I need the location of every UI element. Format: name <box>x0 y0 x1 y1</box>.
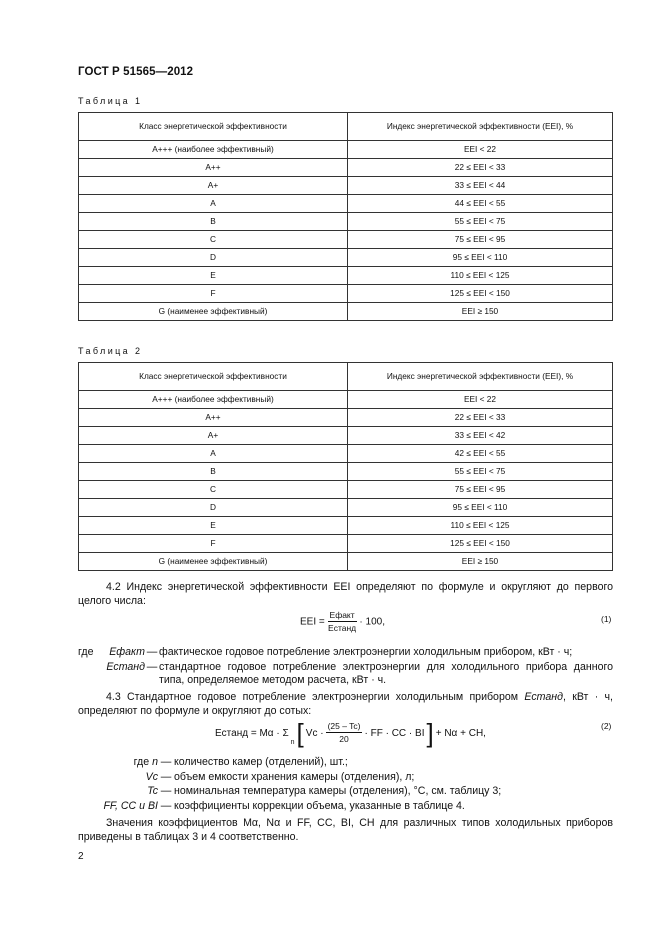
table-1-caption: Таблица 1 <box>78 96 143 106</box>
table-row <box>79 481 613 499</box>
formula-2-number: (2) <box>601 721 612 731</box>
definition-term: Tc <box>147 785 158 797</box>
definition-dash: — <box>160 756 172 768</box>
table-row <box>79 213 613 231</box>
formula-1-numerator: Eфакт <box>329 610 355 620</box>
definition-dash: — <box>160 799 172 812</box>
cell-eei: 75 ≤ EEI < 95 <box>348 231 613 249</box>
section-4-3-closing: Значения коэффициентов Mα, Nα и FF, CC, BI, CH для различных типов холодильных приборов приведены в таблицах 3 и 4 соответственно. <box>78 817 613 843</box>
document-header: ГОСТ Р 51565—2012 <box>78 66 194 78</box>
cell-eei: EEI < 22 <box>348 391 613 409</box>
cell-class: F <box>79 535 348 553</box>
table-1 <box>78 112 613 321</box>
cell-class: A+ <box>79 177 348 195</box>
table-row <box>79 391 613 409</box>
definition-dash: — <box>146 660 158 673</box>
section-4-3-definitions <box>78 756 613 813</box>
table-2-caption: Таблица 2 <box>78 346 143 356</box>
definition-text: коэффициенты коррекции объема, указанные в таблице 4. <box>174 799 465 812</box>
cell-class: C <box>79 481 348 499</box>
table-row <box>79 499 613 517</box>
cell-eei: EEI ≥ 150 <box>348 303 613 321</box>
cell-eei: EEI ≥ 150 <box>348 553 613 571</box>
cell-class: A+ <box>79 427 348 445</box>
table-row <box>79 159 613 177</box>
formula-2-tail: + Nα + CH, <box>435 727 486 739</box>
cell-class: D <box>79 499 348 517</box>
section-4-3-text: 4.3 Стандартное годовое потребление электроэнергии холодильным прибором Eстанд, кВт · ч, определяют по формуле и округляют до сотых: <box>78 691 613 717</box>
cell-eei: 33 ≤ EEI < 42 <box>348 427 613 445</box>
table-row <box>79 285 613 303</box>
formula-1-denominator: Eстанд <box>328 623 357 633</box>
table-header-row <box>79 363 613 391</box>
definition-term: FF, CC и BI <box>103 799 158 812</box>
table-header-row <box>79 113 613 141</box>
table-row <box>79 267 613 285</box>
table-row <box>79 445 613 463</box>
formula-2-bracket-close: ] <box>426 718 434 748</box>
column-header-eei: Индекс энергетической эффективности (EEI), % <box>348 113 613 141</box>
cell-class: B <box>79 463 348 481</box>
table-row <box>79 141 613 159</box>
cell-class: C <box>79 231 348 249</box>
formula-2-v: Vc · <box>305 727 324 739</box>
cell-eei: 44 ≤ EEI < 55 <box>348 195 613 213</box>
cell-eei: 42 ≤ EEI < 55 <box>348 445 613 463</box>
table-row <box>79 303 613 321</box>
table-2 <box>78 362 613 571</box>
cell-class: E <box>79 267 348 285</box>
table-row <box>79 195 613 213</box>
column-header-eei: Индекс энергетической эффективности (EEI), % <box>348 363 613 391</box>
definition-text: количество камер (отделений), шт.; <box>174 756 348 768</box>
definition-item <box>78 771 613 785</box>
formula-2-denominator: 20 <box>339 734 349 744</box>
definition-dash: — <box>160 770 172 783</box>
cell-eei: 22 ≤ EEI < 33 <box>348 159 613 177</box>
cell-class: D <box>79 249 348 267</box>
cell-class: G (наименее эффективный) <box>79 553 348 571</box>
formula-2-lhs: Eстанд = Mα · Σ <box>215 727 289 739</box>
table-row <box>79 427 613 445</box>
table-row <box>79 535 613 553</box>
section-4-2-definitions <box>78 646 613 688</box>
cell-class: A+++ (наиболее эффективный) <box>79 391 348 409</box>
formula-2-sum-index: n <box>290 739 295 746</box>
table-row <box>79 517 613 535</box>
definition-term: Eстанд <box>106 660 145 673</box>
cell-class: A++ <box>79 409 348 427</box>
cell-eei: 22 ≤ EEI < 33 <box>348 409 613 427</box>
cell-eei: 75 ≤ EEI < 95 <box>348 481 613 499</box>
cell-class: A <box>79 195 348 213</box>
formula-2-mid: · FF · CC · BI <box>364 727 425 739</box>
definition-item <box>78 756 613 770</box>
cell-class: G (наименее эффективный) <box>79 303 348 321</box>
table-row <box>79 553 613 571</box>
table-row <box>79 177 613 195</box>
definition-text: стандартное годовое потребление электроэнергии для холодильного прибора данного типа, определяемое методом расчета, кВт · ч. <box>159 660 613 686</box>
cell-class: A <box>79 445 348 463</box>
definition-term: Eфакт <box>109 646 145 658</box>
table-row <box>79 231 613 249</box>
definition-item <box>78 646 613 660</box>
definition-item <box>78 785 613 799</box>
where-prefix: где <box>133 756 150 768</box>
column-header-class: Класс энергетической эффективности <box>79 113 348 141</box>
cell-eei: 33 ≤ EEI < 44 <box>348 177 613 195</box>
cell-class: A++ <box>79 159 348 177</box>
formula-1-tail: · 100, <box>359 616 385 628</box>
cell-eei: EEI < 22 <box>348 141 613 159</box>
formula-2 <box>215 720 486 746</box>
formula-1-lhs: EEI = <box>300 616 325 628</box>
cell-eei: 110 ≤ EEI < 125 <box>348 517 613 535</box>
definition-text: номинальная температура камеры (отделения), °С, см. таблицу 3; <box>174 785 502 797</box>
cell-eei: 125 ≤ EEI < 150 <box>348 535 613 553</box>
definition-item <box>78 661 613 688</box>
definition-dash: — <box>160 785 172 797</box>
cell-eei: 55 ≤ EEI < 75 <box>348 213 613 231</box>
cell-eei: 55 ≤ EEI < 75 <box>348 463 613 481</box>
cell-eei: 125 ≤ EEI < 150 <box>348 285 613 303</box>
page-number: 2 <box>78 851 84 862</box>
definition-item <box>78 800 613 814</box>
cell-class: B <box>79 213 348 231</box>
formula-2-numerator: (25 – Tc) <box>327 721 361 731</box>
table-row <box>79 409 613 427</box>
section-4-2-text: 4.2 Индекс энергетической эффективности EEI определяют по формуле и округляют до первого целого числа: <box>78 581 613 607</box>
table-row <box>79 463 613 481</box>
cell-class: F <box>79 285 348 303</box>
cell-eei: 95 ≤ EEI < 110 <box>348 249 613 267</box>
cell-class: E <box>79 517 348 535</box>
cell-class: A+++ (наиболее эффективный) <box>79 141 348 159</box>
table-row <box>79 249 613 267</box>
column-header-class: Класс энергетической эффективности <box>79 363 348 391</box>
formula-1-number: (1) <box>601 614 612 624</box>
formula-2-bracket-open: [ <box>296 718 304 748</box>
cell-eei: 95 ≤ EEI < 110 <box>348 499 613 517</box>
definition-dash: — <box>146 646 158 658</box>
definition-term: Vc <box>145 770 158 783</box>
definition-term: n <box>152 756 158 768</box>
formula-1 <box>300 610 385 634</box>
definition-text: фактическое годовое потребление электроэнергии холодильным прибором, кВт · ч; <box>159 646 573 658</box>
where-prefix: где <box>78 646 94 658</box>
cell-eei: 110 ≤ EEI < 125 <box>348 267 613 285</box>
definition-text: объем емкости хранения камеры (отделения), л; <box>174 770 415 783</box>
